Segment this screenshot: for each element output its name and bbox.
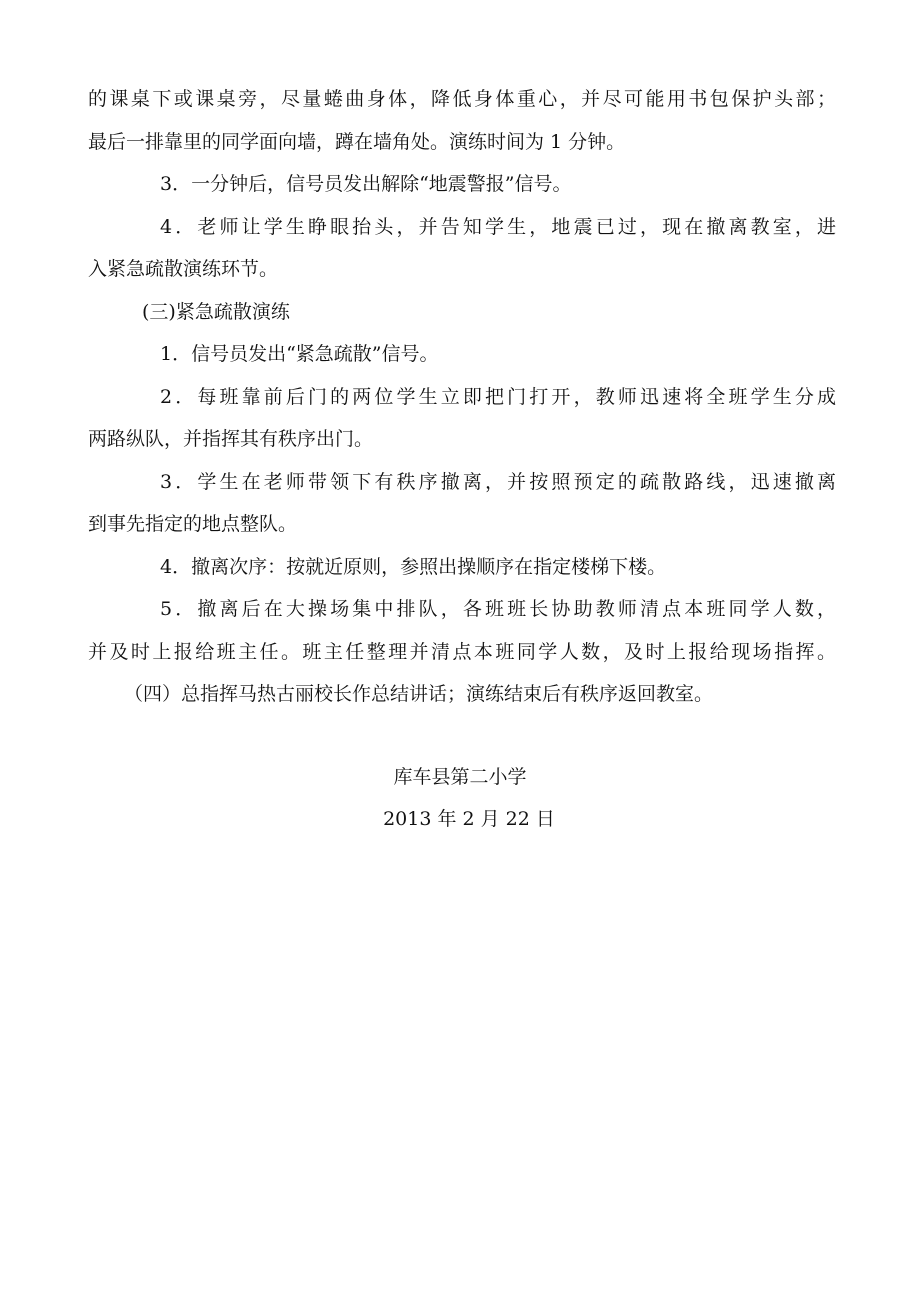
body-line-3: 3．一分钟后，信号员发出解除“地震警报”信号。 xyxy=(160,173,572,195)
body-line-8: 2．每班靠前后门的两位学生立即把门打开，教师迅速将全班学生分成 xyxy=(160,385,836,408)
section-heading-4: （四）总指挥马热古丽校长作总结讲话；演练结束后有秩序返回教室。 xyxy=(124,683,714,705)
document-body xyxy=(88,78,836,716)
signature-organization: 库车县第二小学 xyxy=(393,766,527,788)
body-line-13: 5．撤离后在大操场集中排队，各班班长协助教师清点本班同学人数， xyxy=(160,598,836,620)
body-line-5: 入紧急疏散演练环节。 xyxy=(88,258,279,280)
body-line-11: 到事先指定的地点整队。 xyxy=(88,513,298,535)
body-line-9: 两路纵队，并指挥其有秩序出门。 xyxy=(88,428,374,450)
body-line-4: 4．老师让学生睁眼抬头，并告知学生，地震已过，现在撤离教室，进 xyxy=(160,215,836,238)
body-line-1: 的课桌下或课桌旁，尽量蜷曲身体，降低身体重心，并尽可能用书包保护头部； xyxy=(88,88,836,110)
body-line-7: 1．信号员发出“紧急疏散”信号。 xyxy=(160,343,439,365)
body-line-12: 4．撤离次序：按就近原则，参照出操顺序在指定楼梯下楼。 xyxy=(160,555,667,578)
body-line-2: 最后一排靠里的同学面向墙，蹲在墙角处。演练时间为 1 分钟。 xyxy=(88,130,626,153)
section-heading-3: (三)紧急疏散演练 xyxy=(142,300,290,323)
body-line-14: 并及时上报给班主任。班主任整理并清点本班同学人数，及时上报给现场指挥。 xyxy=(88,640,836,663)
signature-date: 2013 年 2 月 22 日 xyxy=(383,808,555,830)
body-line-10: 3．学生在老师带领下有秩序撤离，并按照预定的疏散路线，迅速撤离 xyxy=(160,470,836,493)
